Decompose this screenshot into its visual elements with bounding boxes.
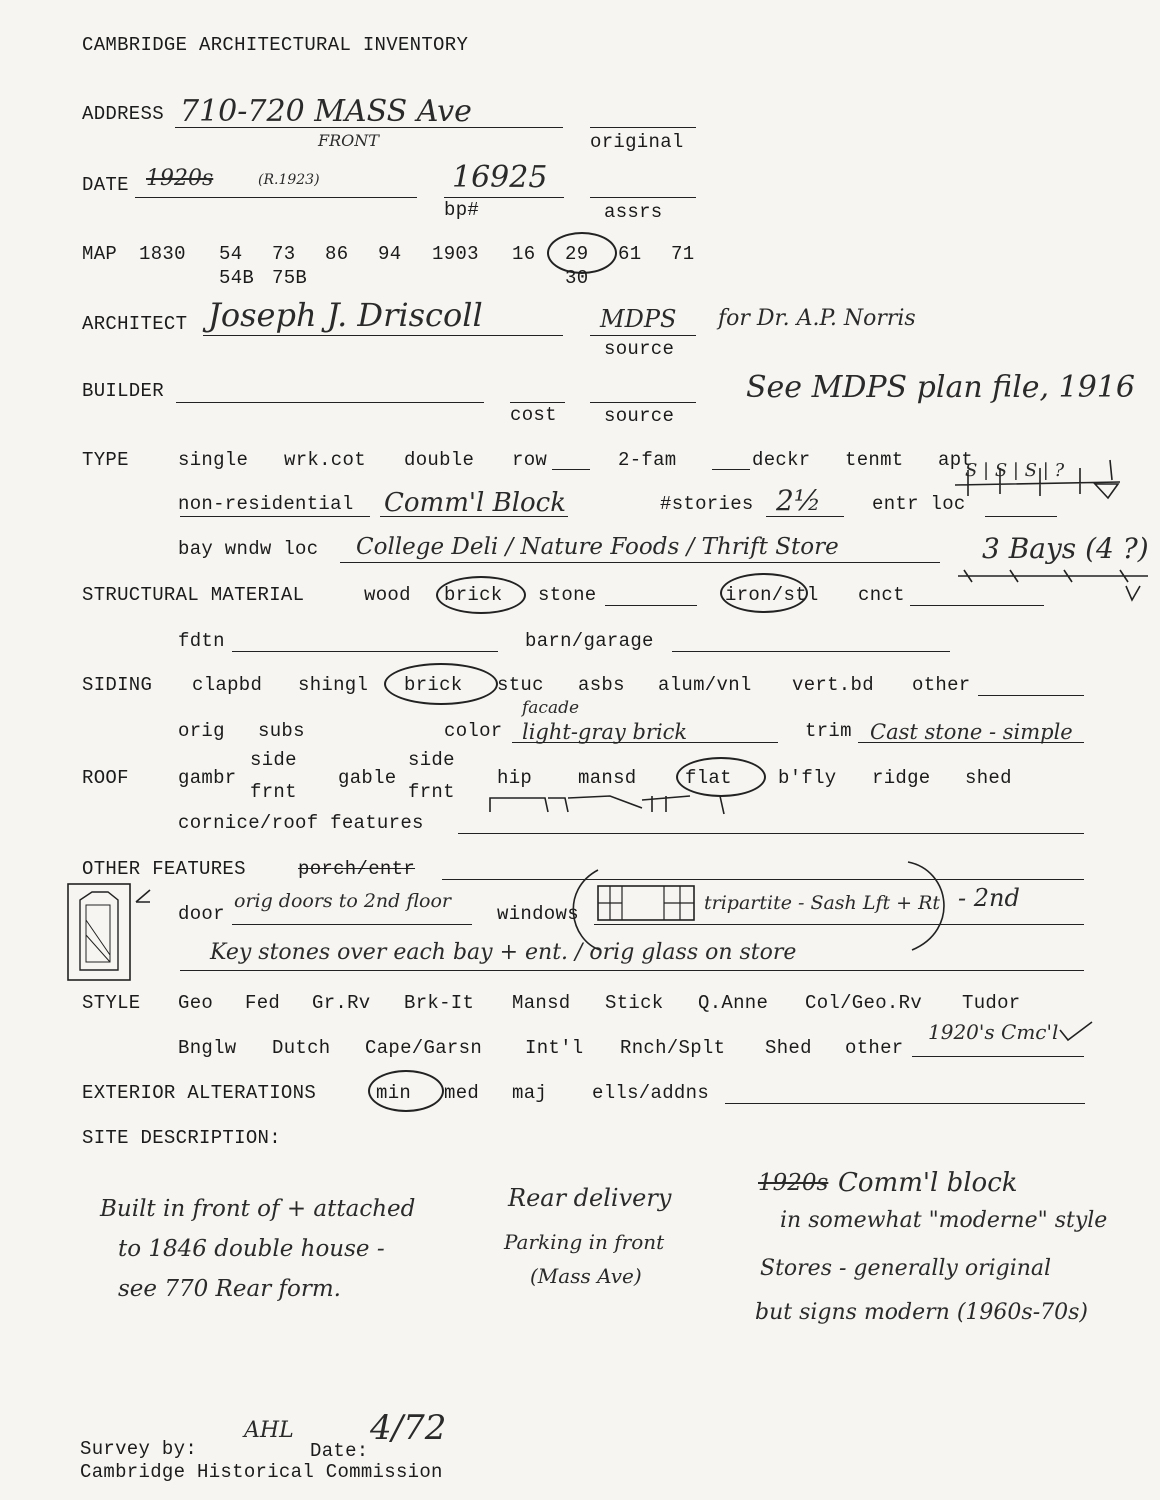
site-col3-line: Stores - generally original	[760, 1256, 1052, 1281]
site-col2-line: Rear delivery	[508, 1184, 672, 1212]
style-option: Q.Anne	[698, 992, 769, 1014]
siding-orig-label: orig	[178, 720, 225, 742]
structural-option: stone	[538, 584, 597, 606]
non-residential-value: Comm'l Block	[384, 488, 566, 518]
map-label: MAP	[82, 243, 118, 265]
map-sub-year: 30	[565, 267, 589, 289]
barn-garage-label: barn/garage	[525, 630, 654, 652]
style-option: Col/Geo.Rv	[805, 992, 923, 1014]
site-col1-line: to 1846 double house -	[118, 1236, 385, 1262]
siding-option: clapbd	[192, 674, 263, 696]
bay-window-label: bay wndw loc	[178, 538, 319, 560]
type-option: deckr	[752, 449, 811, 471]
entrance-location-label: entr loc	[872, 493, 966, 515]
style-option: Dutch	[272, 1037, 331, 1059]
siding-color-value: light-gray brick	[522, 720, 688, 744]
roof-front-label: frnt	[408, 781, 455, 803]
builder-label: BUILDER	[82, 380, 164, 402]
type-option: single	[178, 449, 249, 471]
site-col3-line: Comm'l block	[838, 1168, 1018, 1198]
architect-label: ARCHITECT	[82, 313, 188, 335]
siding-option: asbs	[578, 674, 625, 696]
roof-option: mansd	[578, 767, 637, 789]
siding-option: alum/vnl	[658, 674, 752, 696]
windows-note: - 2nd	[958, 884, 1020, 912]
other-features-label: OTHER FEATURES	[82, 858, 246, 880]
stories-value: 2½	[776, 484, 821, 517]
alteration-min-circle-mark	[368, 1070, 444, 1112]
site-col3-strike: 1920s	[758, 1170, 829, 1196]
style-option: Shed	[765, 1037, 812, 1059]
style-other-value: 1920's Cmc'l	[928, 1020, 1059, 1044]
style-option: Bnglw	[178, 1037, 237, 1059]
date-label: DATE	[82, 174, 129, 196]
roof-front-label: frnt	[250, 781, 297, 803]
roof-option: gable	[338, 767, 397, 789]
windows-label: windows	[497, 903, 579, 925]
door-label: door	[178, 903, 225, 925]
map-year: 16	[512, 243, 536, 265]
map-year: 61	[618, 243, 642, 265]
site-col1-line: Built in front of + attached	[100, 1196, 416, 1222]
style-option: Int'l	[525, 1037, 584, 1059]
stories-label: #stories	[660, 493, 754, 515]
structural-option-circled: brick	[444, 584, 503, 606]
structural-option-circled: iron/stl	[725, 584, 819, 606]
survey-by-label: Survey by:	[80, 1438, 198, 1460]
bay-window-value: College Deli / Nature Foods / Thrift Store	[356, 534, 839, 560]
style-label: STYLE	[82, 992, 141, 1014]
structural-option: cnct	[858, 584, 905, 606]
style-option: Tudor	[962, 992, 1021, 1014]
style-other-label: other	[845, 1037, 904, 1059]
siding-label: SIDING	[82, 674, 153, 696]
type-option: row	[512, 449, 548, 471]
other-features-note: Key stones over each bay + ent. / orig glass on store	[210, 940, 797, 965]
siding-option: vert.bd	[792, 674, 874, 696]
siding-option: shingl	[298, 674, 369, 696]
architect-note: for Dr. A.P. Norris	[718, 306, 916, 331]
style-option: Gr.Rv	[312, 992, 371, 1014]
roof-side-label: side	[408, 749, 455, 771]
map-year: 94	[378, 243, 402, 265]
siding-option-circled: brick	[404, 674, 463, 696]
roof-option: b'fly	[778, 767, 837, 789]
style-option: Geo	[178, 992, 214, 1014]
map-year: 71	[671, 243, 695, 265]
siding-option: stuc	[497, 674, 544, 696]
type-option: tenmt	[845, 449, 904, 471]
style-option: Brk-It	[404, 992, 475, 1014]
style-option: Mansd	[512, 992, 571, 1014]
site-col3-line: in somewhat "moderne" style	[780, 1208, 1108, 1233]
siding-color-label: color	[444, 720, 503, 742]
date-note: (R.1923)	[258, 172, 320, 188]
roof-option: ridge	[872, 767, 931, 789]
non-residential-label: non-residential	[178, 493, 354, 515]
architect-source-value: MDPS	[600, 305, 677, 333]
architect-source-label: source	[604, 338, 675, 360]
style-option: Cape/Garsn	[365, 1037, 483, 1059]
builder-source-label: source	[604, 405, 675, 427]
alteration-option: maj	[512, 1082, 548, 1104]
survey-by-value: AHL	[244, 1418, 294, 1443]
type-label: TYPE	[82, 449, 129, 471]
address-label: ADDRESS	[82, 103, 164, 125]
survey-date-value: 4/72	[370, 1408, 447, 1448]
siding-subs-label: subs	[258, 720, 305, 742]
structural-material-label: STRUCTURAL MATERIAL	[82, 584, 305, 606]
roof-side-label: side	[250, 749, 297, 771]
form-title: CAMBRIDGE ARCHITECTURAL INVENTORY	[82, 34, 469, 56]
map-year: 73	[272, 243, 296, 265]
alteration-option-circled: min	[376, 1082, 412, 1104]
exterior-alterations-label: EXTERIOR ALTERATIONS	[82, 1082, 317, 1104]
trim-label: trim	[805, 720, 852, 742]
date-value: 1920s	[146, 166, 214, 191]
architect-value: Joseph J. Driscoll	[208, 296, 483, 334]
roof-option: hip	[497, 767, 533, 789]
structural-option: wood	[364, 584, 411, 606]
style-option: Rnch/Splt	[620, 1037, 726, 1059]
ells-additions-label: ells/addns	[592, 1082, 710, 1104]
builder-cost-label: cost	[510, 404, 557, 426]
windows-value: tripartite - Sash Lft + Rt	[704, 892, 941, 914]
type-option: apt	[938, 449, 974, 471]
map-sub-year: 54B	[219, 267, 255, 289]
style-option: Fed	[245, 992, 281, 1014]
apt-sketch-note: S | S | S | ?	[965, 460, 1065, 481]
site-col3-line: but signs modern (1960s-70s)	[755, 1300, 1088, 1325]
map-year-circled: 29	[565, 243, 589, 265]
address-value: 710-720 MASS Ave	[180, 94, 472, 129]
map-sub-year: 75B	[272, 267, 308, 289]
site-col2-line: Parking in front	[504, 1230, 665, 1254]
roof-option: shed	[965, 767, 1012, 789]
cornice-roof-features-label: cornice/roof features	[178, 812, 424, 834]
map-year: 86	[325, 243, 349, 265]
siding-color-note: facade	[522, 698, 580, 718]
roof-option: gambr	[178, 767, 237, 789]
bp-number-value: 16925	[452, 160, 548, 195]
alteration-option: med	[444, 1082, 480, 1104]
map-year: 1903	[432, 243, 479, 265]
site-col1-line: see 770 Rear form.	[118, 1276, 341, 1302]
original-label: original	[590, 131, 684, 153]
roof-label: ROOF	[82, 767, 129, 789]
type-option: double	[404, 449, 475, 471]
survey-date-label: Date:	[310, 1440, 369, 1462]
map-year: 1830	[139, 243, 186, 265]
porch-entrance-label: porch/entr	[298, 858, 416, 880]
commission-name: Cambridge Historical Commission	[80, 1461, 443, 1483]
roof-option-circled: flat	[685, 767, 732, 789]
assessors-label: assrs	[604, 201, 663, 223]
type-option: 2-fam	[618, 449, 677, 471]
bp-number-label: bp#	[444, 199, 480, 221]
site-description-label: SITE DESCRIPTION:	[82, 1127, 281, 1149]
style-option: Stick	[605, 992, 664, 1014]
bays-note: 3 Bays (4 ?)	[982, 532, 1149, 565]
trim-value: Cast stone - simple	[870, 720, 1073, 744]
address-front-note: FRONT	[318, 131, 379, 150]
builder-note: See MDPS plan file, 1916	[746, 370, 1135, 405]
map-year: 54	[219, 243, 243, 265]
foundation-label: fdtn	[178, 630, 225, 652]
site-col2-line: (Mass Ave)	[530, 1264, 642, 1288]
type-option: wrk.cot	[284, 449, 366, 471]
siding-option: other	[912, 674, 971, 696]
door-value: orig doors to 2nd floor	[234, 890, 451, 912]
